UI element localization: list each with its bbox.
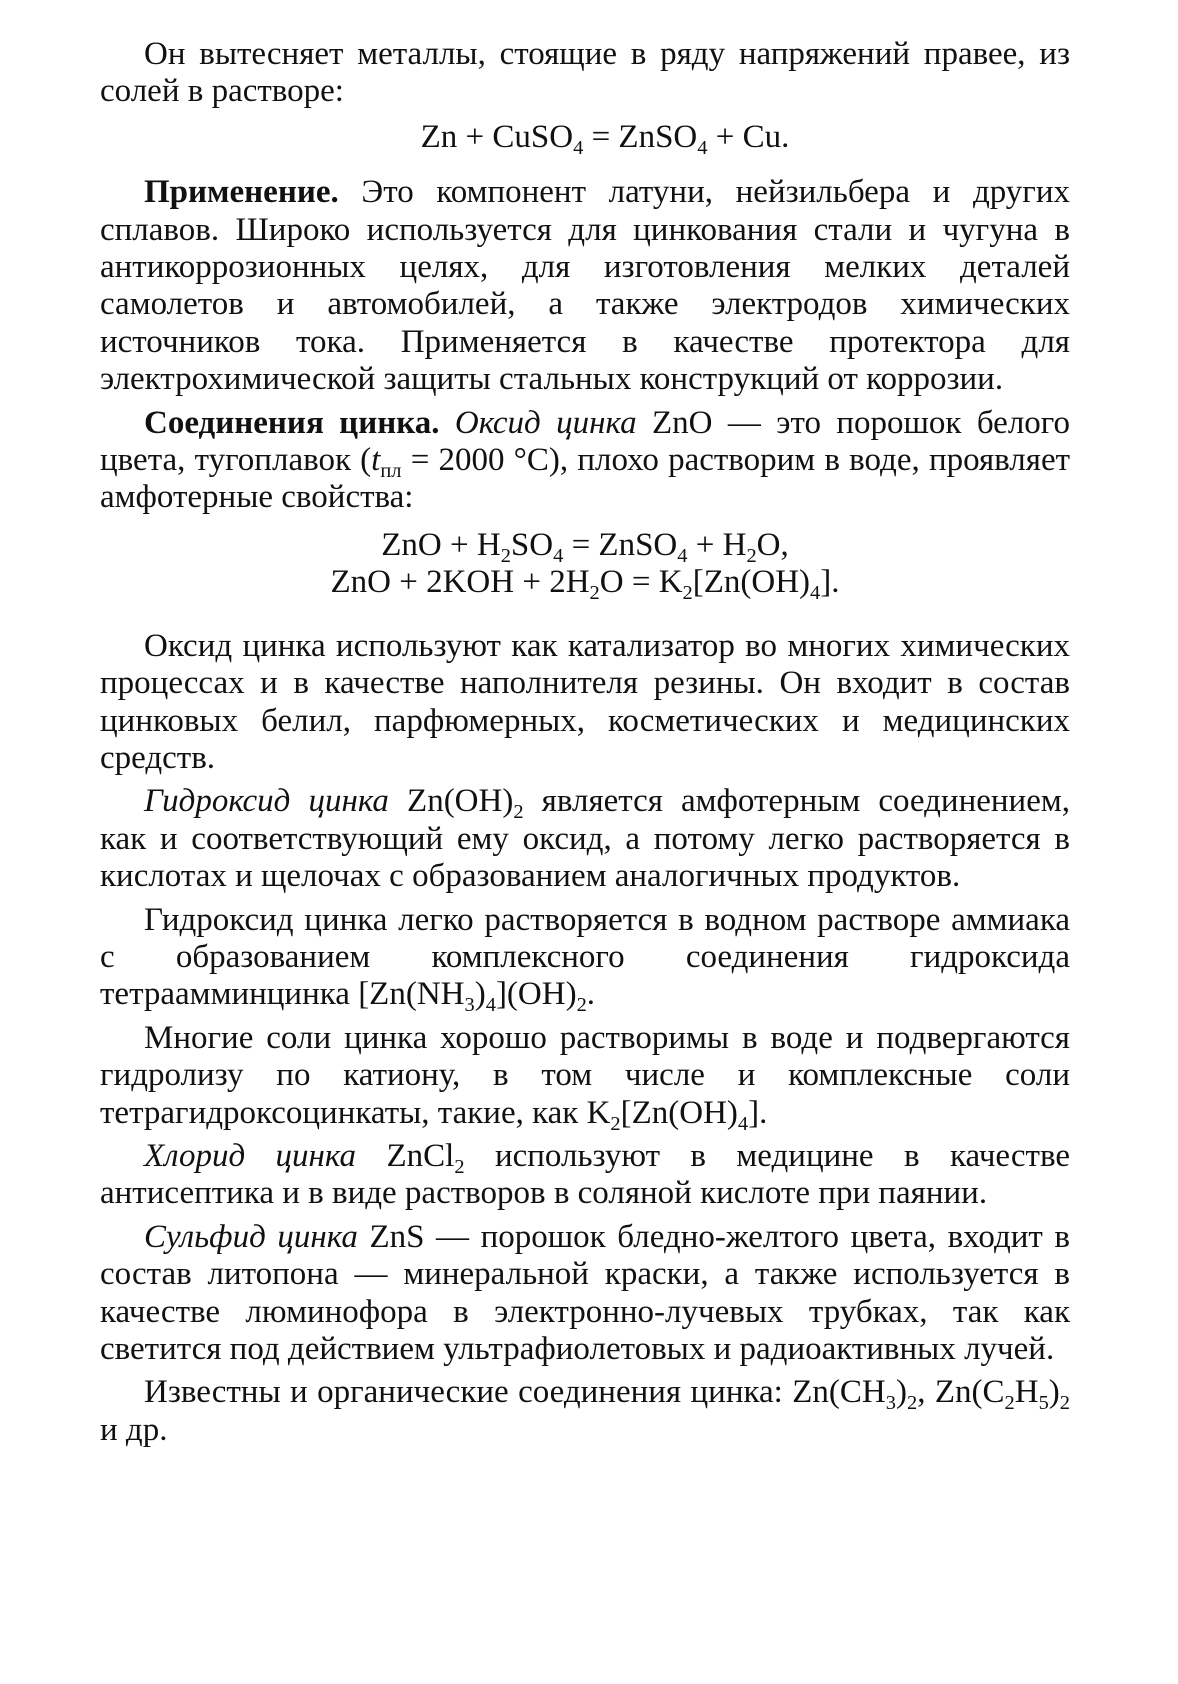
application-text: Это компонент латуни, нейзильбера и других сплавов. Широко используется для цинкования стали и чугуна в антикоррозионных целях, для изготовления мелких деталей самолетов и автомобилей, а также электродов химических источников тока. Применяется в качестве протектора для электрохимической защиты стальных конструкций от коррозии.	[100, 174, 1071, 398]
formula-zn-oh-2: $Zn(OH)_2$	[407, 783, 524, 824]
formula-organozinc: $Zn(CH_3)_2$, $Zn(C_2H_5)_2$	[792, 1374, 1071, 1415]
salts-text: Многие соли цинка хорошо растворимы в воде и подвергаются гидролизу по катиону, в том числе и комплексные соли тетрагидроксоцинкаты, такие, как	[100, 1019, 1070, 1131]
formula-zns: ZnS	[369, 1218, 425, 1255]
formula-k2-zn-oh-4: $K_2[Zn(OH)_4]$.	[586, 1094, 768, 1135]
formula-zno: ZnO	[652, 404, 713, 441]
term-zinc-oxide: Оксид цинка	[454, 404, 637, 441]
term-zinc-hydroxide: Гидроксид цинка	[144, 783, 389, 820]
paragraph-displacement: Он вытесняет металлы, стоящие в ряду напряжений правее, из солей в растворе:	[100, 36, 1070, 110]
term-zinc-chloride: Хлорид цинка	[144, 1137, 357, 1174]
organic-tail: и др.	[100, 1411, 168, 1448]
symbol-t-subscript: пл	[380, 460, 402, 483]
formula-zncl2: ZnCl$_2$	[386, 1137, 465, 1179]
equation-zno-h2so4: ZnO + $H_2SO_4$ = ZnSO$_4$ + $H_2O$,	[381, 526, 789, 568]
paragraph-sulfide	[100, 1219, 1070, 1369]
compounds-text-2: = 2000 °С), плохо растворим в воде, проявляет амфотерные свойства:	[100, 442, 1071, 516]
heading-compounds: Соединения цинка.	[144, 404, 440, 441]
sulfide-text: — порошок бледно-желтого цвета, входит в состав литопона — минеральной краски, а также используется в качестве люминофора в электронно-лучевых трубках, так как светится под действием ультрафиолетовых и радиоактивных лучей.	[100, 1218, 1070, 1367]
equation-zno-koh: ZnO + $2KOH + 2H_2O = K_2[Zn(OH)_4]$.	[330, 564, 840, 605]
compounds-text-1: — это порошок белого цвета, тугоплавок (	[100, 404, 1071, 479]
organic-text: Известны и органические соединения цинка:	[144, 1374, 783, 1411]
paragraph-compounds	[100, 405, 1070, 517]
heading-application: Применение.	[144, 174, 339, 211]
hydroxide-text: является амфотерным соединением, как и соответствующий ему оксид, а потому легко растворяется в кислотах и щелочах с образованием аналогичных продуктов.	[100, 783, 1070, 895]
paragraph-organic	[100, 1374, 1070, 1449]
formula-tetraammine: $[Zn(NH_3)_4](OH)_2$.	[358, 976, 596, 1017]
term-zinc-sulfide: Сульфид цинка	[144, 1218, 358, 1255]
symbol-t: t	[371, 442, 381, 479]
chloride-text: используют в медицине в качестве антисептика и в виде растворов в соляной кислоте при паянии.	[100, 1137, 1071, 1212]
paragraph-ammonia	[100, 901, 1070, 1017]
paragraph-hydroxide	[100, 783, 1070, 895]
paragraph-salts	[100, 1019, 1070, 1135]
paragraph-application	[100, 174, 1070, 398]
ammonia-text: Гидроксид цинка легко растворяется в водном растворе аммиака с образованием комплексного соединения гидроксида тетраамминцинка	[100, 901, 1070, 1013]
textbook-page	[100, 36, 1070, 1449]
paragraph-chloride	[100, 1138, 1070, 1213]
paragraph-oxide-use: Оксид цинка используют как катализатор во многих химических процессах и в качестве наполнителя резины. Он входит в состав цинковых белил, парфюмерных, косметических и медицинских средств.	[100, 627, 1070, 776]
equation-zn-cuso4: Zn + CuSO$_4$ = ZnSO$_4$ + Cu.	[420, 118, 790, 159]
